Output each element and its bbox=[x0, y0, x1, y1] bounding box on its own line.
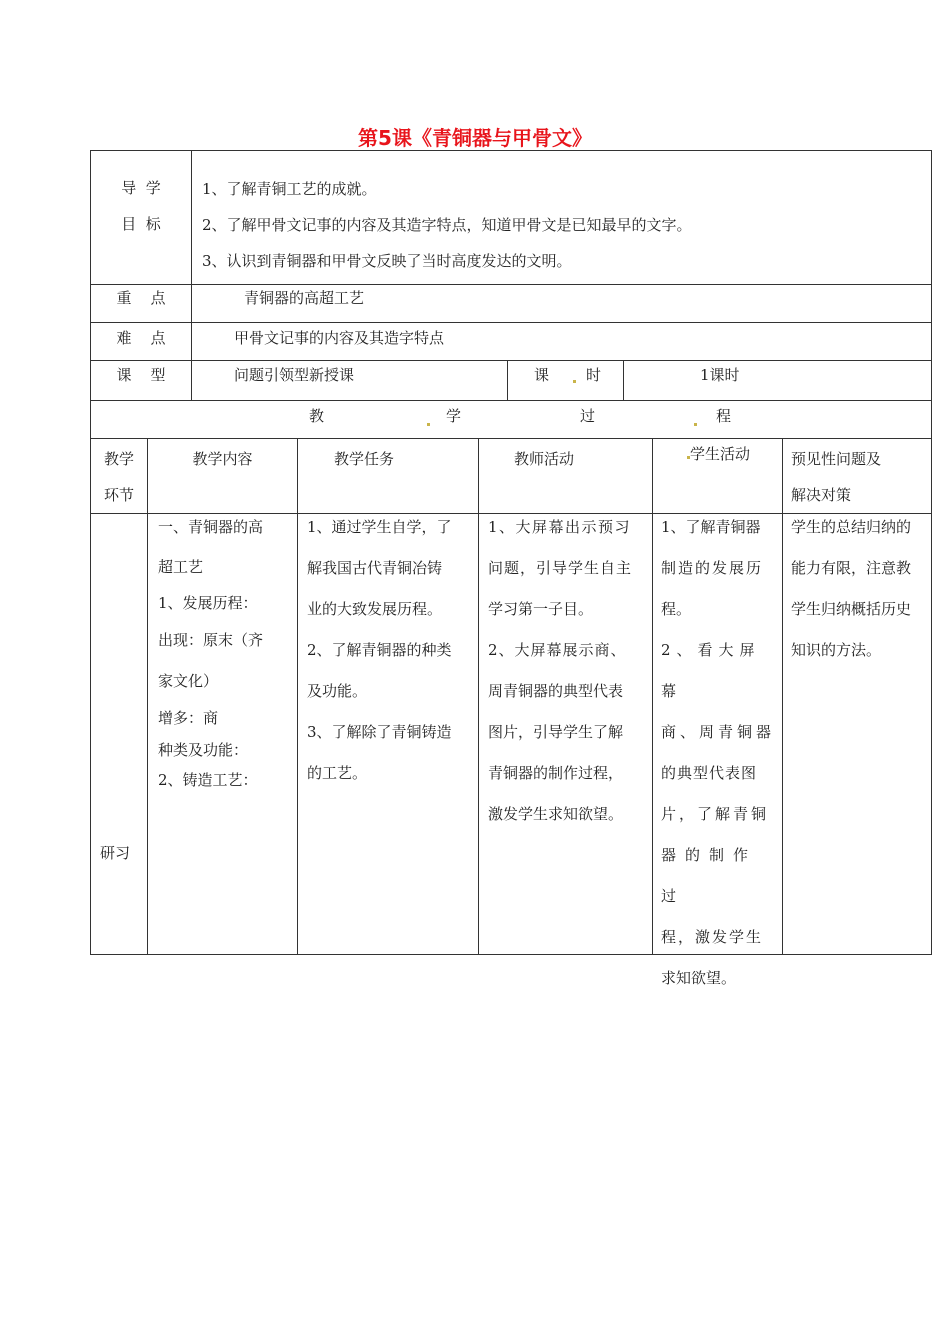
study-teacher-cell bbox=[478, 514, 652, 954]
student-line: 1、了解青铜器 bbox=[661, 518, 761, 536]
student-line: 的典型代表图 bbox=[661, 764, 758, 782]
student-line: 求知欲望。 bbox=[661, 969, 737, 987]
study-stage-cell bbox=[91, 514, 147, 954]
teacher-line: 图片，引导学生了解 bbox=[488, 723, 624, 741]
page-title: 第5课《青铜器与甲骨文》 bbox=[358, 126, 592, 150]
header-teacher: 教师活动 bbox=[478, 439, 652, 513]
anticipate-line: 学生的总结归纳的 bbox=[791, 518, 912, 536]
marker-dot bbox=[573, 380, 576, 383]
objectives-row bbox=[91, 151, 931, 285]
lesson-plan-table bbox=[90, 150, 932, 987]
objectives-content-cell bbox=[191, 151, 931, 284]
content-line: 种类及功能： bbox=[158, 741, 249, 759]
process-header-row bbox=[91, 401, 931, 439]
student-line: 程，激发学生 bbox=[661, 928, 764, 946]
student-line: 2、看大屏幕 bbox=[661, 641, 761, 700]
student-line: 片，了解青铜 bbox=[661, 805, 770, 823]
teacher-line: 周青铜器的典型代表 bbox=[488, 682, 624, 700]
key-point-value: 青铜器的高超工艺 bbox=[191, 285, 931, 322]
objective-item-3: 3、认识到青铜器和甲骨文反映了当时高度发达的文明。 bbox=[202, 252, 572, 270]
task-line: 及功能。 bbox=[307, 682, 368, 700]
content-line: 2、铸造工艺： bbox=[158, 771, 258, 789]
objective-item-1: 1、了解青铜工艺的成就。 bbox=[202, 180, 377, 198]
period-label-b: 时 bbox=[586, 366, 602, 384]
anticipate-line: 知识的方法。 bbox=[791, 641, 882, 659]
teacher-line: 1、大屏幕出示预习 bbox=[488, 518, 632, 536]
difficulty-row bbox=[91, 323, 931, 361]
student-line: 商、周青铜器 bbox=[661, 723, 776, 741]
teacher-line: 2、大屏幕展示商、 bbox=[488, 641, 627, 659]
period-label-a: 课 bbox=[534, 366, 550, 384]
content-line: 1、发展历程： bbox=[158, 594, 258, 612]
study-anticipate-cell bbox=[782, 514, 931, 954]
objectives-label-cell bbox=[91, 151, 191, 284]
process-char-1: 教 bbox=[309, 407, 325, 425]
process-char-2: 学 bbox=[446, 407, 462, 425]
lesson-type-value: 问题引领型新授课 bbox=[191, 361, 507, 400]
study-row bbox=[91, 514, 931, 987]
study-stage: 研习 bbox=[100, 844, 131, 862]
header-student: 学生活动 bbox=[690, 445, 751, 463]
study-student-cell bbox=[652, 514, 782, 987]
teacher-line: 激发学生求知欲望。 bbox=[488, 805, 624, 823]
content-line: 超工艺 bbox=[158, 558, 204, 576]
header-stage: 教学 环节 bbox=[103, 450, 134, 504]
study-content-cell bbox=[147, 514, 297, 954]
objective-item-2: 2、了解甲骨文记事的内容及其造字特点，知道甲骨文是已知最早的文字。 bbox=[202, 216, 692, 234]
header-content: 教学内容 bbox=[147, 439, 297, 513]
process-char-4: 程 bbox=[716, 407, 732, 425]
process-char-3: 过 bbox=[580, 407, 596, 425]
key-point-label: 重 点 bbox=[116, 289, 166, 307]
key-point-row bbox=[91, 285, 931, 323]
study-task-cell bbox=[297, 514, 478, 954]
period-value: 1课时 bbox=[623, 361, 931, 400]
lesson-type-row bbox=[91, 361, 931, 401]
anticipate-line: 学生归纳概括历史 bbox=[791, 600, 912, 618]
teacher-line: 学习第一子目。 bbox=[488, 600, 594, 618]
content-line: 家文化） bbox=[158, 672, 219, 690]
task-line: 3、了解除了青铜铸造 bbox=[307, 723, 452, 741]
column-header-row bbox=[91, 439, 931, 514]
task-line: 业的大致发展历程。 bbox=[307, 600, 443, 618]
header-student-cell bbox=[652, 439, 782, 513]
task-line: 2、了解青铜器的种类 bbox=[307, 641, 452, 659]
objectives-label-line1: 导 学 bbox=[121, 179, 161, 197]
marker-dot bbox=[694, 423, 697, 426]
content-line: 一、青铜器的高 bbox=[158, 518, 264, 536]
teacher-line: 问题，引导学生自主 bbox=[488, 559, 633, 577]
student-line: 制造的发展历 bbox=[661, 559, 764, 577]
student-line: 程。 bbox=[661, 600, 692, 618]
task-line: 的工艺。 bbox=[307, 764, 368, 782]
teacher-line: 青铜器的制作过程， bbox=[488, 764, 624, 782]
content-line: 出现：原末（齐 bbox=[158, 631, 264, 649]
content-line: 增多：商 bbox=[158, 709, 219, 727]
student-line: 器的制作过 bbox=[661, 846, 758, 905]
marker-dot bbox=[427, 423, 430, 426]
period-label-cell bbox=[507, 361, 623, 400]
objectives-label-line2: 目 标 bbox=[121, 215, 161, 233]
lesson-type-label: 课 型 bbox=[116, 366, 166, 384]
task-line: 1、通过学生自学，了 bbox=[307, 518, 452, 536]
difficulty-value: 甲骨文记事的内容及其造字特点 bbox=[191, 323, 931, 360]
difficulty-label: 难 点 bbox=[116, 329, 166, 347]
anticipate-line: 能力有限，注意教 bbox=[791, 559, 912, 577]
task-line: 解我国古代青铜冶铸 bbox=[307, 559, 443, 577]
header-task: 教学任务 bbox=[297, 439, 478, 513]
header-anticipate: 预见性问题及 解决对策 bbox=[782, 439, 931, 513]
